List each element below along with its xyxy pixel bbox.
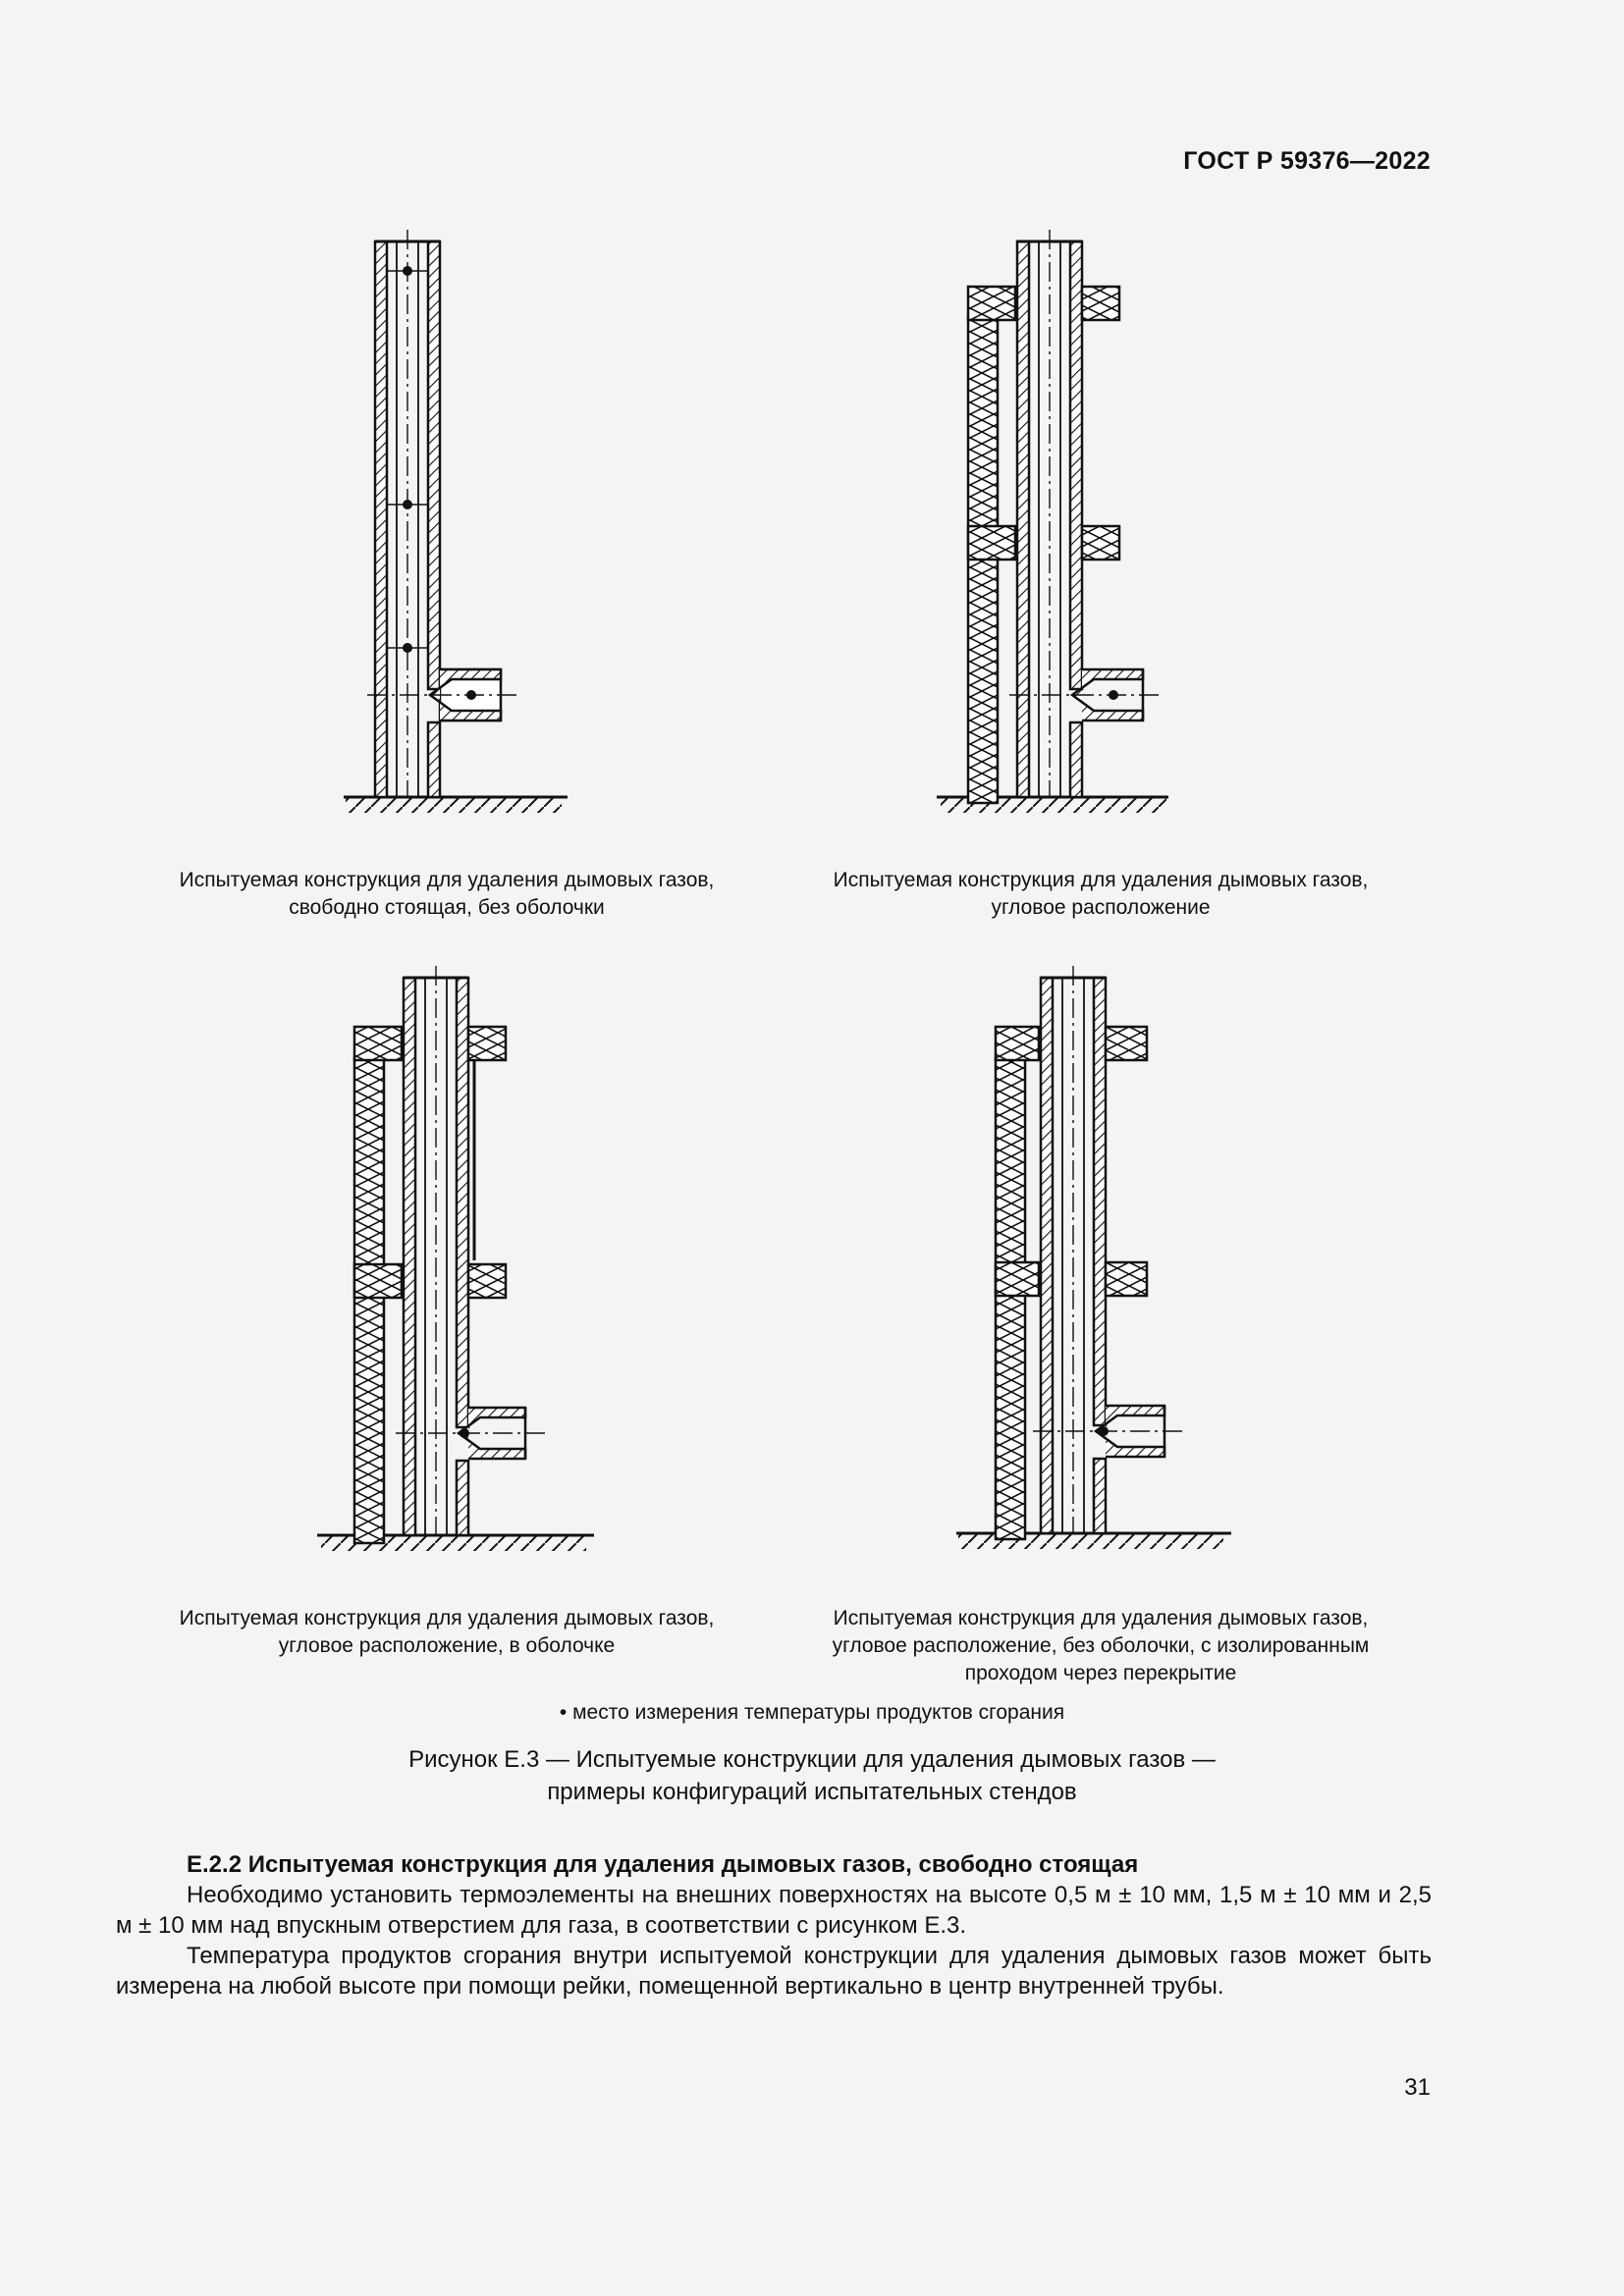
legend: • место измерения температуры продуктов сгорания — [559, 1701, 1065, 1724]
pipe-wall-left — [404, 978, 415, 1535]
caption-line: Испытуемая конструкция для удаления дымовых газов, — [179, 1607, 715, 1629]
figure-caption-3 — [137, 1605, 756, 1660]
figure-freestanding — [324, 226, 579, 815]
caption-line: проходом через перекрытие — [964, 1662, 1237, 1684]
pipe-wall-right-lower — [428, 722, 440, 797]
pipe-wall-right — [457, 978, 468, 1427]
figure-corner — [923, 226, 1198, 815]
pipe-wall-right — [1094, 978, 1106, 1425]
wall-insulation — [354, 1058, 384, 1543]
paragraph: Необходимо установить термоэлементы на внешних поверхностях на высоте 0,5 м ± 10 мм, 1,5 м ± 10 мм и 2,5 м ± 10 мм над впускным отверстием для газа, в соответствии с рисунком Е.3. — [116, 1882, 1432, 1939]
pipe-wall-right-lower — [457, 1461, 468, 1535]
bracket-left — [968, 526, 1015, 560]
bracket-left — [968, 287, 1015, 320]
bracket-right — [1082, 287, 1119, 320]
bracket-left — [354, 1264, 402, 1298]
caption-line: Испытуемая конструкция для удаления дымовых газов, — [833, 1607, 1369, 1629]
bracket-right — [468, 1264, 506, 1298]
bracket-left — [996, 1027, 1039, 1060]
pipe-wall-right — [428, 241, 440, 689]
measure-point — [1099, 1426, 1109, 1436]
caption-line: Испытуемая конструкция для удаления дымовых газов, — [179, 869, 715, 891]
bracket-left — [354, 1027, 402, 1060]
page-number: 31 — [1404, 2074, 1431, 2101]
figure-caption-4 — [791, 1605, 1410, 1687]
bracket-right — [468, 1027, 506, 1060]
caption-line: угловое расположение, без оболочки, с изолированным — [832, 1634, 1370, 1657]
pipe-wall-right-lower — [1094, 1459, 1106, 1533]
figure-title-line: Рисунок Е.3 — Испытуемые конструкции для удаления дымовых газов — — [408, 1746, 1216, 1773]
section-heading: Е.2.2 Испытуемая конструкция для удаления дымовых газов, свободно стоящая — [187, 1851, 1139, 1878]
bracket-right — [1106, 1027, 1147, 1060]
caption-line: угловое расположение, в оболочке — [278, 1634, 616, 1657]
section-e22 — [116, 1849, 1432, 2002]
caption-line: угловое расположение — [991, 896, 1211, 919]
figure-corner-passthrough — [952, 962, 1247, 1551]
figure-corner-shell — [309, 962, 604, 1551]
pipe-wall-right-lower — [1070, 722, 1082, 797]
ground-hatch — [346, 797, 562, 813]
figure-title-line: примеры конфигураций испытательных стендов — [547, 1779, 1077, 1805]
wall-insulation — [996, 1058, 1025, 1539]
measure-point — [466, 690, 476, 700]
bracket-right — [1106, 1262, 1147, 1296]
pipe-wall-left — [1041, 978, 1053, 1533]
caption-line: свободно стоящая, без оболочки — [289, 896, 605, 919]
document-header: ГОСТ Р 59376—2022 — [1183, 147, 1431, 175]
figure-caption-2 — [791, 867, 1410, 922]
caption-line: Испытуемая конструкция для удаления дымовых газов, — [833, 869, 1369, 891]
pipe-wall-right — [1070, 241, 1082, 689]
pipe-wall-left — [1017, 241, 1029, 797]
bracket-left — [996, 1262, 1039, 1296]
measure-point — [1109, 690, 1118, 700]
measure-point — [460, 1428, 469, 1438]
pipe-wall-left — [375, 241, 387, 797]
figure-caption-1 — [137, 867, 756, 922]
bracket-right — [1082, 526, 1119, 560]
figure-title — [0, 1743, 1624, 1808]
paragraph: Температура продуктов сгорания внутри испытуемой конструкции для удаления дымовых газов может быть измерена на любой высоте при помощи рейки, помещенной вертикально в центр внутренней трубы. — [116, 1943, 1432, 2000]
